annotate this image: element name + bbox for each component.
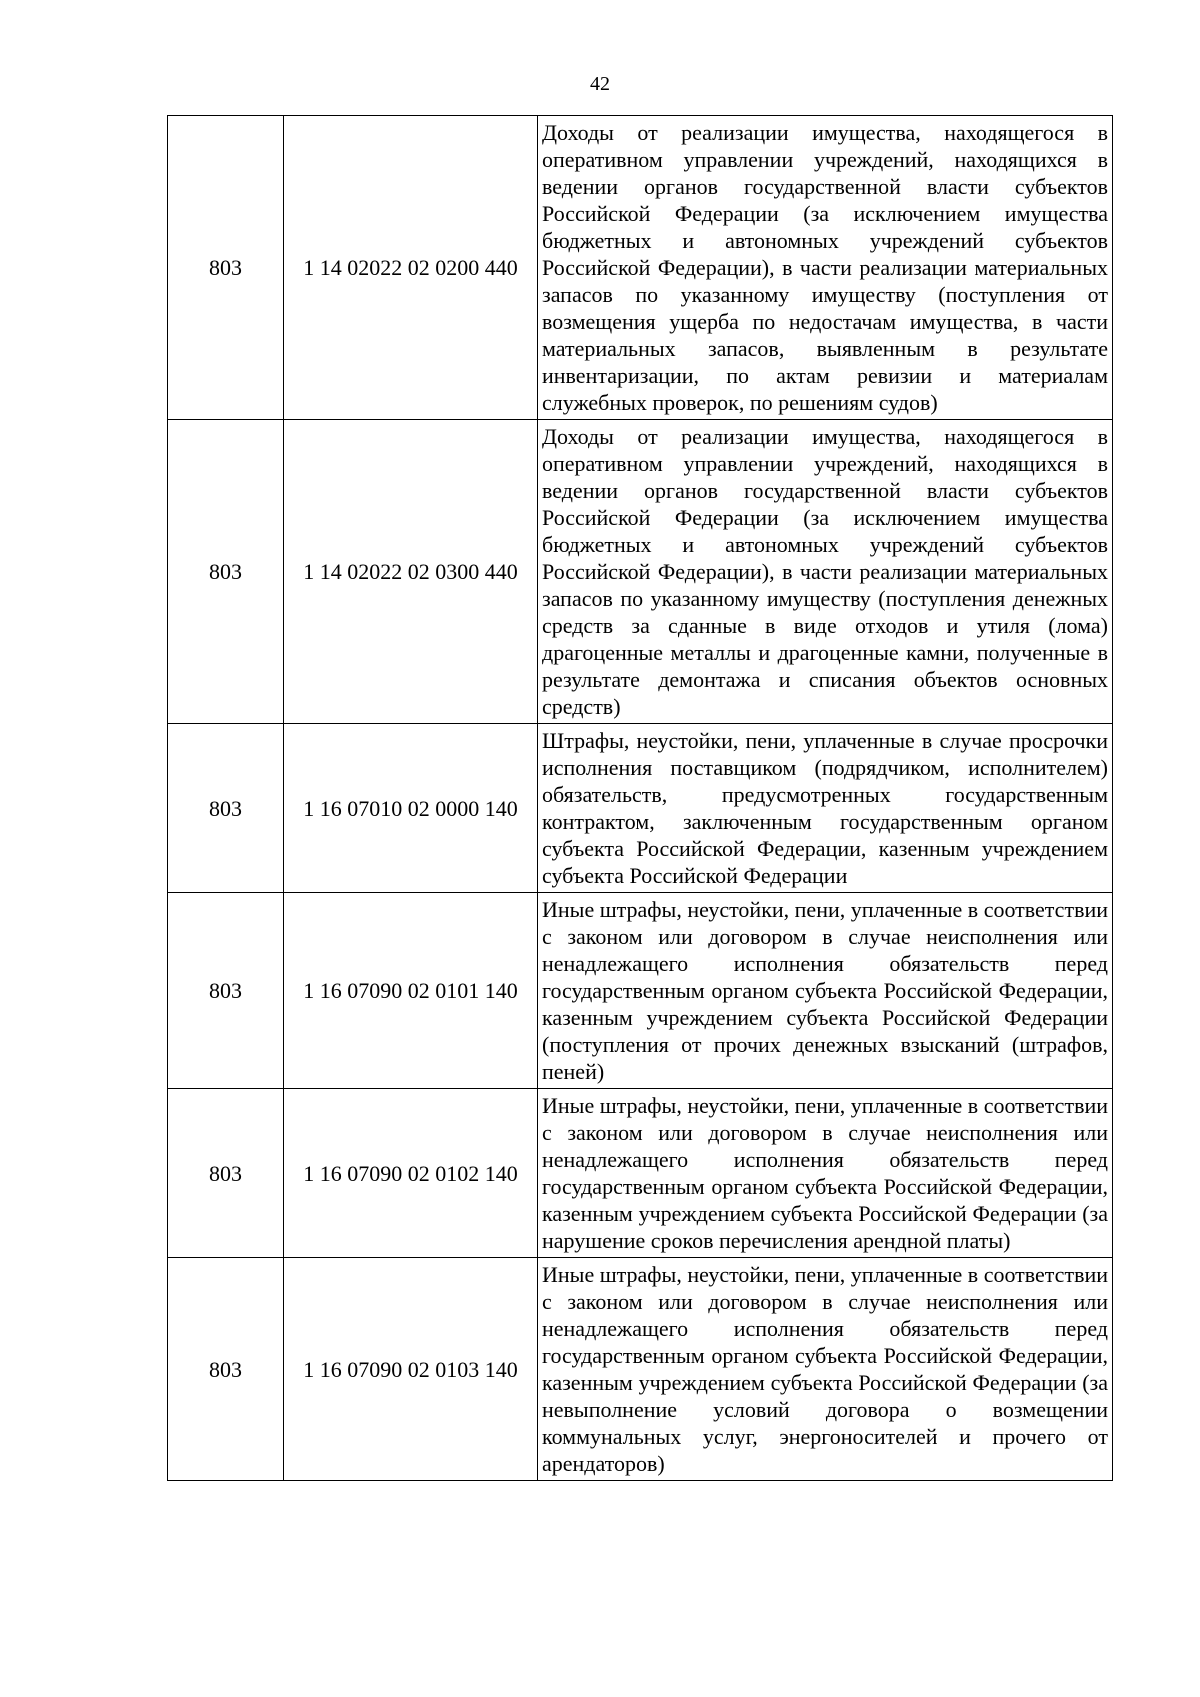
table-row — [168, 1089, 1113, 1258]
budget-code-cell: 1 14 02022 02 0200 440 — [284, 116, 538, 420]
description-cell: Штрафы, неустойки, пени, уплаченные в случае просрочки исполнения поставщиком (подрядчиком, исполнителем) обязательств, предусмотренных государственным контрактом, заключенным государственным органом субъекта Российской Федерации, казенным учреждением субъекта Российской Федерации — [538, 724, 1113, 893]
budget-code-cell: 1 16 07090 02 0101 140 — [284, 893, 538, 1089]
budget-code-cell: 1 16 07090 02 0103 140 — [284, 1258, 538, 1481]
description-cell: Доходы от реализации имущества, находящегося в оперативном управлении учреждений, находящихся в ведении органов государственной власти субъектов Российской Федерации (за исключением имущества бюджетных и автономных учреждений субъектов Российской Федерации), в части реализации материальных запасов по указанному имуществу (поступления от возмещения ущерба по недостачам имущества, в части материальных запасов, выявленным в результате инвентаризации, по актам ревизии и материалам служебных проверок, по решениям судов) — [538, 116, 1113, 420]
admin-code-cell: 803 — [168, 724, 284, 893]
admin-code-cell: 803 — [168, 420, 284, 724]
table-row — [168, 116, 1113, 420]
budget-code-cell: 1 16 07010 02 0000 140 — [284, 724, 538, 893]
budget-code-cell: 1 14 02022 02 0300 440 — [284, 420, 538, 724]
description-cell: Иные штрафы, неустойки, пени, уплаченные в соответствии с законом или договором в случае неисполнения или ненадлежащего исполнения обязательств перед государственным органом субъекта Российской Федерации, казенным учреждением субъекта Российской Федерации (за нарушение сроков перечисления арендной платы) — [538, 1089, 1113, 1258]
admin-code-cell: 803 — [168, 1258, 284, 1481]
table-row — [168, 420, 1113, 724]
table-row — [168, 893, 1113, 1089]
table-row — [168, 1258, 1113, 1481]
table-row — [168, 724, 1113, 893]
admin-code-cell: 803 — [168, 116, 284, 420]
admin-code-cell: 803 — [168, 893, 284, 1089]
admin-code-cell: 803 — [168, 1089, 284, 1258]
description-cell: Иные штрафы, неустойки, пени, уплаченные в соответствии с законом или договором в случае неисполнения или ненадлежащего исполнения обязательств перед государственным органом субъекта Российской Федерации, казенным учреждением субъекта Российской Федерации (за невыполнение условий договора о возмещении коммунальных услуг, энергоносителей и прочего от арендаторов) — [538, 1258, 1113, 1481]
page-number: 42 — [590, 73, 610, 95]
description-cell: Иные штрафы, неустойки, пени, уплаченные в соответствии с законом или договором в случае неисполнения или ненадлежащего исполнения обязательств перед государственным органом субъекта Российской Федерации, казенным учреждением субъекта Российской Федерации (поступления от прочих денежных взысканий (штрафов, пеней) — [538, 893, 1113, 1089]
revenue-codes-table — [167, 115, 1113, 1481]
description-cell: Доходы от реализации имущества, находящегося в оперативном управлении учреждений, находящихся в ведении органов государственной власти субъектов Российской Федерации (за исключением имущества бюджетных и автономных учреждений субъектов Российской Федерации), в части реализации материальных запасов по указанному имуществу (поступления денежных средств за сданные в виде отходов и утиля (лома) драгоценные металлы и драгоценные камни, полученные в результате демонтажа и списания объектов основных средств) — [538, 420, 1113, 724]
budget-code-cell: 1 16 07090 02 0102 140 — [284, 1089, 538, 1258]
